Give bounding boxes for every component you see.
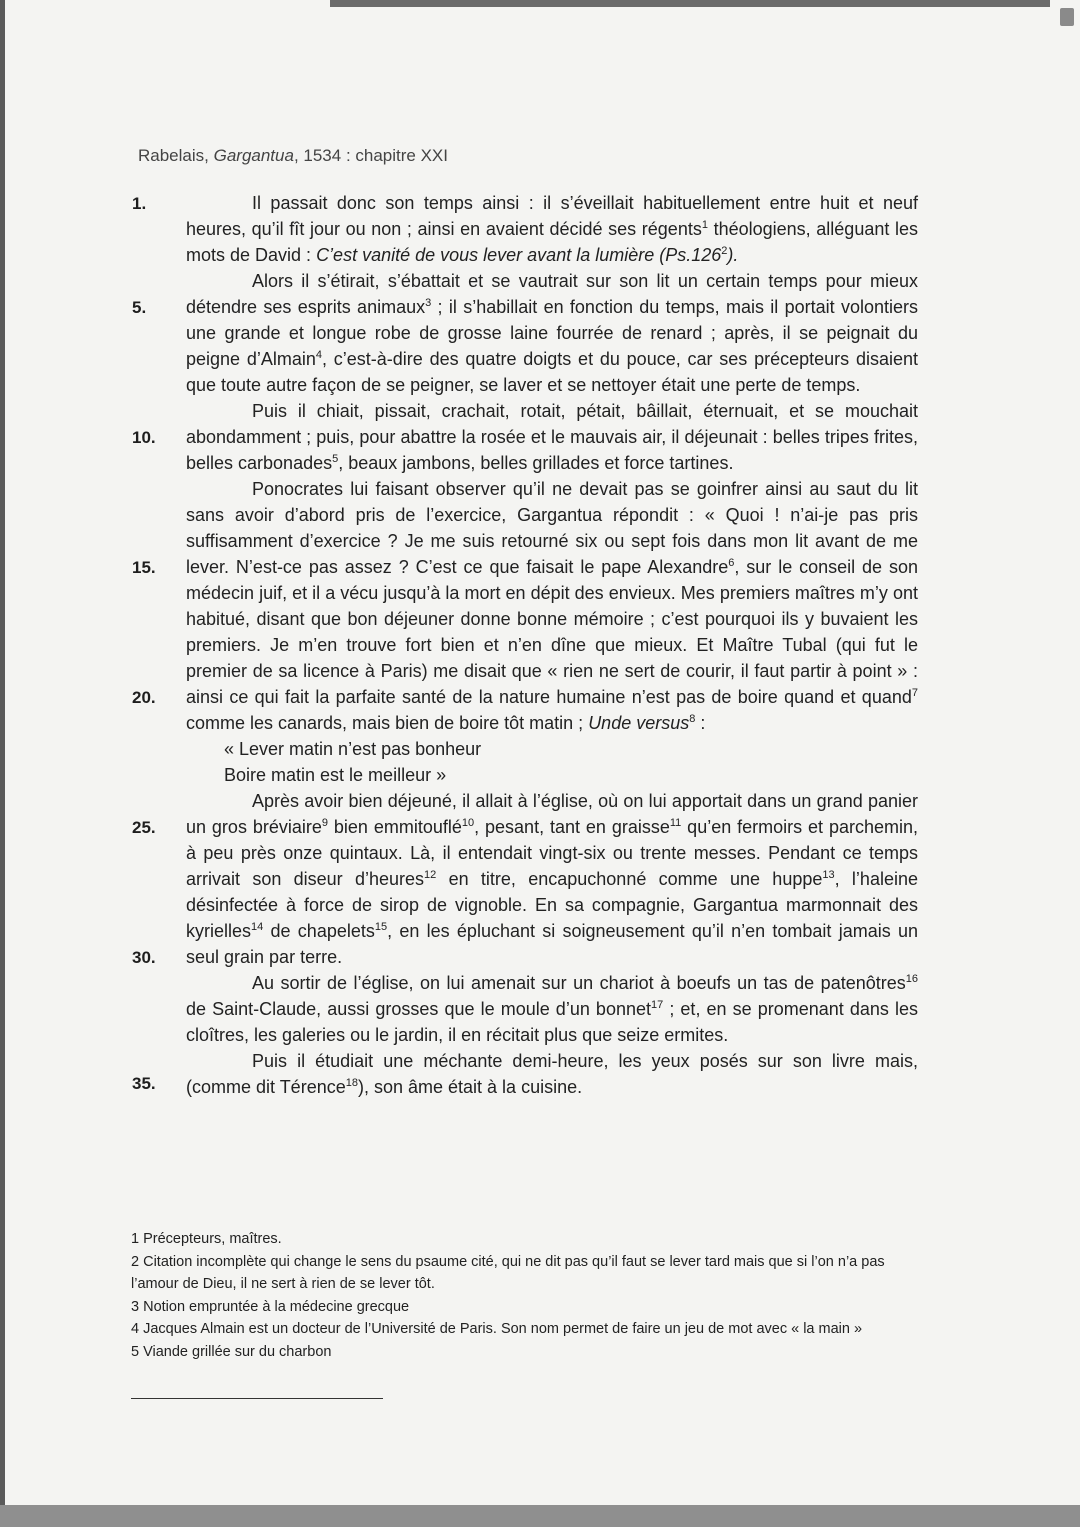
paragraph-5: Après avoir bien déjeuné, il allait à l’église, où on lui apportait dans un grand panier un gros bréviaire$^9$ bien emmitouflé$^{10}$, pesant, tant en graisse$^{11}$ qu’en fermoirs et parchemin, à peu près onze quintaux. Là, il entendait vingt-six ou trente messes. Pendant ce temps arrivait son diseur d’heures$^{12}$ en titre, encapuchonné comme une huppe$^{13}$, l’haleine désinfectée à force de sirop de vignoble. En sa compagnie, Gargantua marmonnait des kyrielles$^{14}$ de chapelets$^{15}$, en les épluchant si soigneusement qu’il n’en tombait jamais un seul grain par terre. (186, 791, 918, 967)
line-number-35: 35. (132, 1074, 156, 1093)
line-number-1: 1. (132, 194, 147, 213)
header-author: Rabelais, (138, 146, 214, 165)
paragraph-2: Alors il s’étirait, s’ébattait et se vautrait sur son lit un certain temps pour mieux détendre ses esprits animaux$^3$ ; il s’habillait en fonction du temps, mais il portait volontiers une grande et longue robe de grosse laine fourrée de renard ; après, il se peignait du peigne d’Almain$^4$, c’est-à-dire des quatre doigts et du pouce, car ses précepteurs disaient que toute autre façon de se peigner, se laver et se nettoyer était une perte de temps. (186, 271, 919, 395)
footnote-4: 4 Jacques Almain est un docteur de l’Université de Paris. Son nom permet de faire un jeu de mot avec « la main » (131, 1321, 863, 1337)
scan-top-shadow (330, 0, 1050, 7)
scan-corner-mark (1060, 8, 1074, 26)
verse-line-2: Boire matin est le meilleur » (224, 765, 447, 785)
footnote-1: 1 Précepteurs, maîtres. (131, 1231, 282, 1247)
line-number-25: 25. (132, 818, 156, 837)
document-header (138, 146, 448, 166)
line-number-15: 15. (132, 558, 156, 577)
scan-left-edge (0, 0, 5, 1527)
footnote-divider (131, 1398, 383, 1399)
paragraph-3: Puis il chiait, pissait, crachait, rotait, pétait, bâillait, éternuait, et se mouchait abondamment ; puis, pour abattre la rosée et le mauvais air, il déjeunait : belles tripes frites, belles carbonades$^5$, beaux jambons, belles grillades et force tartines. (186, 401, 918, 473)
line-number-5: 5. (132, 298, 147, 317)
paragraph-1: Il passait donc son temps ainsi : il s’éveillait habituellement entre huit et neuf heures, qu’il fît jour ou non ; ainsi en avaient décidé ses régents$^1$ théologiens, alléguant les mots de David : C’est vanité de vous lever avant la lumière (Ps.126$^2$). (186, 193, 918, 265)
line-number-20: 20. (132, 688, 156, 707)
paragraph-7: Puis il étudiait une méchante demi-heure, les yeux posés sur son livre mais, (comme dit Térence$^{18}$), son âme était à la cuisine. (186, 1051, 918, 1097)
header-work-title: Gargantua (213, 146, 294, 165)
paragraph-6: Au sortir de l’église, on lui amenait sur un chariot à boeufs un tas de patenôtres$^{16}$ de Saint-Claude, aussi grosses que le moule d’un bonnet$^{17}$ ; et, en se promenant dans les cloîtres, les galeries ou le jardin, il en récitait plus que seize ermites. (186, 973, 919, 1045)
line-number-30: 30. (132, 948, 156, 967)
footnote-5: 5 Viande grillée sur du charbon (131, 1343, 332, 1360)
line-number-10: 10. (132, 428, 156, 447)
footnote-2: 2 Citation incomplète qui change le sens du psaume cité, qui ne dit pas qu’il faut se lever tard mais que si l’on n’a pas l’amour de Dieu, il ne sert à rien de se lever tôt. (131, 1253, 885, 1292)
header-chapter: , 1534 : chapitre XXI (293, 146, 448, 165)
main-text (186, 190, 918, 1100)
verse-line-1: « Lever matin n’est pas bonheur (224, 739, 482, 759)
footnote-3: 3 Notion empruntée à la médecine grecque (131, 1298, 410, 1315)
footnotes (131, 1228, 911, 1363)
scan-bottom-shadow (0, 1505, 1080, 1527)
paragraph-4: Ponocrates lui faisant observer qu’il ne devait pas se goinfrer ainsi au saut du lit sans avoir d’abord pris de l’exercice, Gargantua répondit : « Quoi ! n’ai-je pas pris suffisamment d’exercice ? Je me suis retourné six ou sept fois dans mon lit avant de me lever. N’est-ce pas assez ? C’est ce que faisait le pape Alexandre$^6$, sur le conseil de son médecin juif, et il a vécu jusqu’à la mort en dépit des envieux. Mes premiers maîtres m’y ont habitué, disant que bon déjeuner donne bonne mémoire ; c’est pourquoi ils y buvaient les premiers. Je m’en trouve fort bien et n’en dîne que mieux. Et Maître Tubal (qui fut le premier de sa licence à Paris) me disait que « rien ne sert de courir, il faut partir à point » : ainsi ce qui fait la parfaite santé de la nature humaine n’est pas de boire quand et quand$^7$ comme les canards, mais bien de boire tôt matin ; Unde versus$^8$ : (186, 479, 918, 733)
